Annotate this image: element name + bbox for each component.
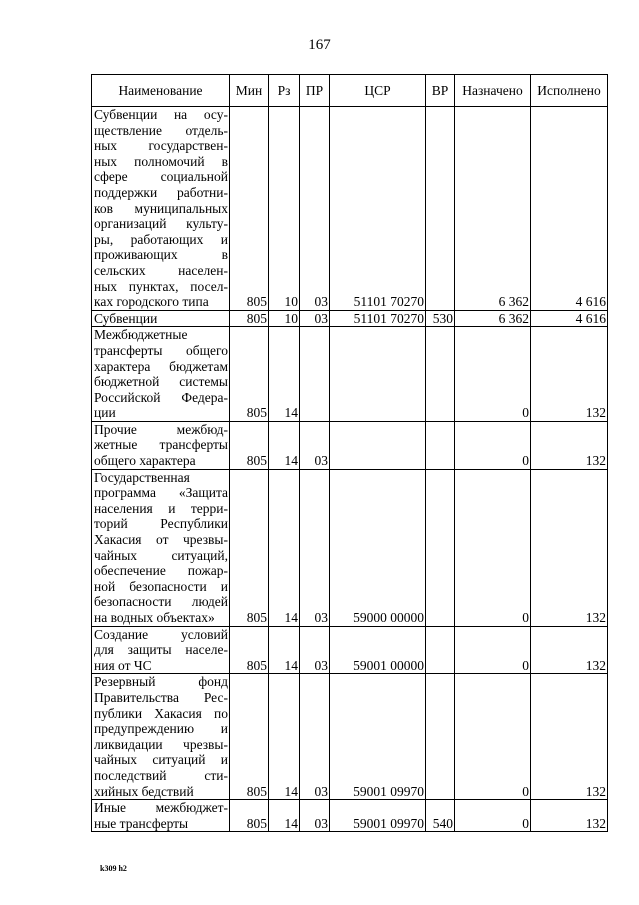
row-name-line: ные трансферты <box>94 815 189 831</box>
header-vr: ВР <box>426 75 455 107</box>
row-name-line: Государственная <box>94 469 190 485</box>
row-name-line: поддержки работни- <box>94 184 228 200</box>
row-name <box>92 107 230 311</box>
row-executed: 132 <box>531 327 608 422</box>
row-vr <box>426 421 455 469</box>
row-name-line: сфере социальной <box>94 169 228 185</box>
row-name-line: хийных бедствий <box>94 783 194 799</box>
table-body <box>92 107 608 832</box>
row-name-line: характера бюджетам <box>94 358 228 374</box>
footer-code: k309 h2 <box>100 864 127 873</box>
row-name-line: ных пунктах, посел- <box>94 278 228 294</box>
row-executed: 132 <box>531 421 608 469</box>
table-row <box>92 800 608 832</box>
row-name-line: ции <box>94 405 116 421</box>
row-name-line: сельских населен- <box>94 262 228 278</box>
row-vr <box>426 626 455 674</box>
page-number: 167 <box>308 37 331 53</box>
row-executed: 4 616 <box>531 310 608 327</box>
row-name-line: безопасности людей <box>94 594 228 610</box>
row-rz: 14 <box>269 674 300 800</box>
row-pr: 03 <box>300 421 330 469</box>
row-executed: 132 <box>531 626 608 674</box>
row-name-line: для защиты населе- <box>94 642 228 658</box>
row-min: 805 <box>230 310 269 327</box>
table-row <box>92 674 608 800</box>
row-executed: 132 <box>531 674 608 800</box>
row-name-line: Создание условий <box>94 626 228 642</box>
table-row <box>92 421 608 469</box>
row-name-line: Российской Федера- <box>94 389 228 405</box>
table-row <box>92 327 608 422</box>
table-row <box>92 626 608 674</box>
row-pr: 03 <box>300 674 330 800</box>
header-min: Мин <box>230 75 269 107</box>
row-name-line: ков муниципальных <box>94 200 228 216</box>
row-name-line: последствий сти- <box>94 767 228 783</box>
row-name-line: чайных ситуаций и <box>94 752 228 768</box>
row-name-line: публики Хакасия по <box>94 705 228 721</box>
table-header-row <box>92 75 608 107</box>
row-name-line: Хакасия от чрезвы- <box>94 532 228 548</box>
row-rz: 14 <box>269 327 300 422</box>
row-pr: 03 <box>300 469 330 626</box>
row-min: 805 <box>230 800 269 832</box>
row-rz: 14 <box>269 626 300 674</box>
row-name <box>92 421 230 469</box>
row-executed: 132 <box>531 800 608 832</box>
row-csr: 51101 70270 <box>330 107 426 311</box>
header-name: Наименование <box>92 75 230 107</box>
row-csr: 59000 00000 <box>330 469 426 626</box>
row-csr: 59001 09970 <box>330 674 426 800</box>
row-csr: 59001 00000 <box>330 626 426 674</box>
header-csr: ЦСР <box>330 75 426 107</box>
row-executed: 132 <box>531 469 608 626</box>
row-name-line: на водных объектах» <box>94 610 215 625</box>
row-csr: 59001 09970 <box>330 800 426 832</box>
row-min: 805 <box>230 107 269 311</box>
row-name <box>92 310 230 327</box>
table-row <box>92 469 608 626</box>
row-assigned: 0 <box>455 800 531 832</box>
row-name-line: Субвенции <box>94 310 158 326</box>
row-vr: 530 <box>426 310 455 327</box>
row-name-line: ной безопасности и <box>94 578 228 594</box>
row-name-line: организаций культу- <box>94 216 228 232</box>
row-rz: 14 <box>269 421 300 469</box>
row-csr: 51101 70270 <box>330 310 426 327</box>
row-name-line: трансферты общего <box>94 342 228 358</box>
row-name-line: Иные межбюджет- <box>94 800 228 816</box>
row-executed: 4 616 <box>531 107 608 311</box>
row-name-line: Прочие межбюд- <box>94 421 228 437</box>
row-name-line: общего характера <box>94 453 196 469</box>
header-executed: Исполнено <box>531 75 608 107</box>
row-pr: 03 <box>300 800 330 832</box>
row-name-line: обеспечение пожар- <box>94 563 228 579</box>
row-name-line: проживающих в <box>94 247 228 263</box>
row-name-line: торий Республики <box>94 516 228 532</box>
row-rz: 14 <box>269 469 300 626</box>
row-name-line: Субвенции на осу- <box>94 107 228 122</box>
row-name-line: Правительства Рес- <box>94 689 228 705</box>
header-assigned: Назначено <box>455 75 531 107</box>
row-vr <box>426 327 455 422</box>
row-assigned: 0 <box>455 674 531 800</box>
row-pr: 03 <box>300 626 330 674</box>
row-rz: 10 <box>269 107 300 311</box>
row-name-line: Межбюджетные <box>94 327 188 343</box>
row-min: 805 <box>230 674 269 800</box>
row-min: 805 <box>230 469 269 626</box>
row-name-line: Резервный фонд <box>94 674 228 690</box>
row-csr <box>330 421 426 469</box>
row-name-line: ных государствен- <box>94 138 228 154</box>
row-name <box>92 800 230 832</box>
row-assigned: 6 362 <box>455 107 531 311</box>
row-name-line: жетные трансферты <box>94 437 228 453</box>
row-name-line: населения и терри- <box>94 500 228 516</box>
row-name-line: программа «Защита <box>94 485 228 501</box>
row-pr: 03 <box>300 107 330 311</box>
row-name-line: ных полномочий в <box>94 153 228 169</box>
row-vr <box>426 674 455 800</box>
row-min: 805 <box>230 421 269 469</box>
row-name <box>92 327 230 422</box>
table-row <box>92 310 608 327</box>
table-row <box>92 107 608 311</box>
row-vr <box>426 469 455 626</box>
row-vr: 540 <box>426 800 455 832</box>
header-rz: Рз <box>269 75 300 107</box>
row-name-line: ры, работающих и <box>94 231 228 247</box>
row-name-line: ществление отдель- <box>94 122 228 138</box>
row-min: 805 <box>230 327 269 422</box>
row-assigned: 0 <box>455 469 531 626</box>
row-assigned: 0 <box>455 626 531 674</box>
row-rz: 14 <box>269 800 300 832</box>
row-name-line: ния от ЧС <box>94 657 152 673</box>
row-assigned: 6 362 <box>455 310 531 327</box>
budget-table <box>91 74 608 832</box>
row-csr <box>330 327 426 422</box>
row-rz: 10 <box>269 310 300 327</box>
row-name-line: чайных ситуаций, <box>94 547 228 563</box>
row-name-line: бюджетной системы <box>94 374 228 390</box>
row-assigned: 0 <box>455 327 531 422</box>
row-pr <box>300 327 330 422</box>
row-name <box>92 674 230 800</box>
header-pr: ПР <box>300 75 330 107</box>
row-name-line: ликвидации чрезвы- <box>94 736 228 752</box>
row-name-line: предупреждению и <box>94 721 228 737</box>
row-min: 805 <box>230 626 269 674</box>
row-assigned: 0 <box>455 421 531 469</box>
row-name <box>92 626 230 674</box>
row-vr <box>426 107 455 311</box>
row-name <box>92 469 230 626</box>
row-pr: 03 <box>300 310 330 327</box>
row-name-line: ках городского типа <box>94 294 209 310</box>
